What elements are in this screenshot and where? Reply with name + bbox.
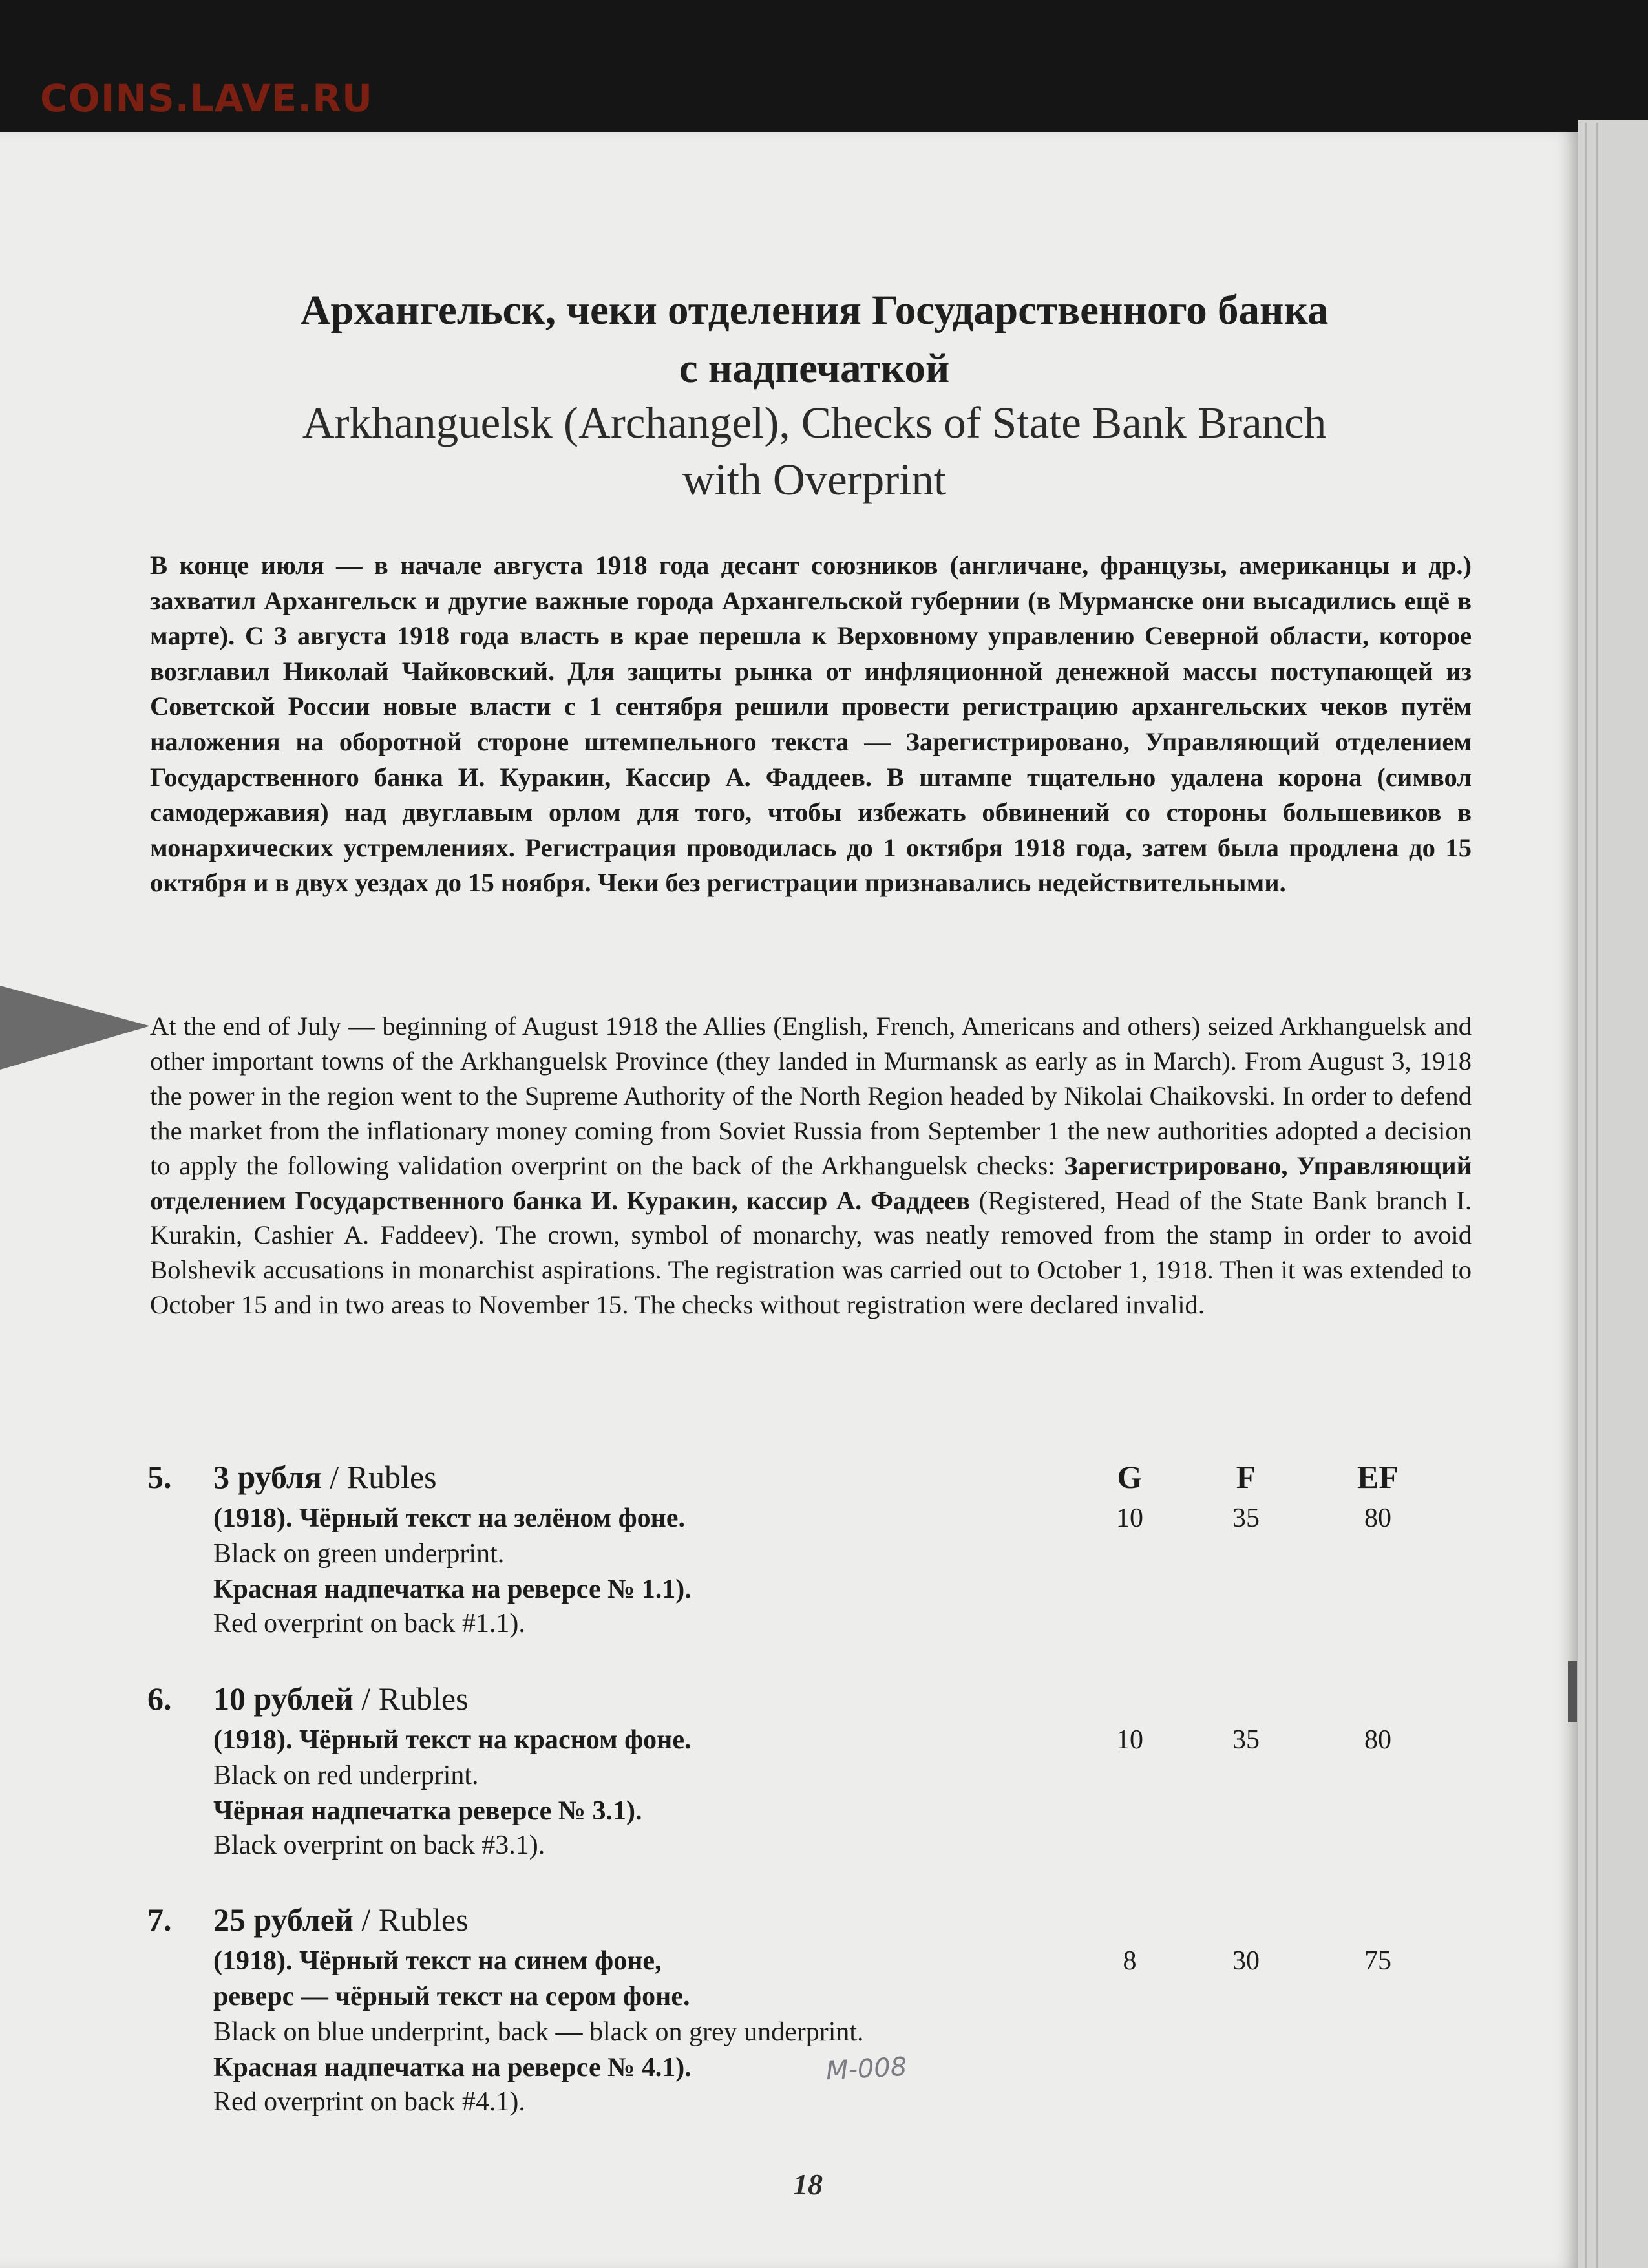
- item-description: (1918). Чёрный текст на красном фоне.: [213, 1725, 692, 1755]
- title-russian: [149, 281, 1480, 397]
- item-description: Чёрная надпечатка реверсе № 3.1).: [213, 1796, 642, 1826]
- price-ef: 80: [1364, 1503, 1391, 1533]
- item-description: (1918). Чёрный текст на зелёном фоне.: [213, 1503, 686, 1533]
- item-denomination: 3 рубля: [213, 1459, 322, 1495]
- page-edge-line: [1596, 123, 1598, 2268]
- price-ef: 80: [1364, 1725, 1391, 1755]
- item-description: реверс — чёрный текст на сером фоне.: [213, 1982, 690, 2011]
- page-edge: [1578, 120, 1648, 2268]
- page-tab-marker: [1568, 1661, 1577, 1722]
- grade-header-g: G: [1117, 1459, 1143, 1495]
- price-g: 10: [1116, 1503, 1143, 1533]
- item-description: Красная надпечатка на реверсе № 4.1).: [213, 2053, 692, 2083]
- price-g: 8: [1123, 1946, 1137, 1976]
- item-title: [213, 1457, 437, 1496]
- title-ru-line: Архангельск, чеки отделения Государственного банка: [300, 287, 1329, 334]
- title-english: [149, 394, 1480, 508]
- item-description: Black overprint on back #3.1).: [213, 1830, 545, 1860]
- paragraph-english: [150, 1009, 1472, 1322]
- handwritten-note: M-008: [825, 2051, 908, 2086]
- item-unit: / Rubles: [353, 1680, 469, 1717]
- price-ef: 75: [1364, 1946, 1391, 1976]
- page-edge-line: [1585, 123, 1587, 2268]
- watermark: COINS.LAVE.RU: [40, 76, 374, 120]
- price-f: 30: [1232, 1946, 1260, 1976]
- price-g: 10: [1116, 1725, 1143, 1755]
- item-description: Red overprint on back #1.1).: [213, 1609, 525, 1638]
- paragraph-russian: В конце июля — в начале августа 1918 года десант союзников (англичане, французы, американцы и др.) захватил Архангельск и другие важные города Архангельской губернии (в Мурманске они высадились ещё в марте). С 3 августа 1918 года власть в крае перешла к Верховному управлению Северной области, которое возглавил Николай Чайковский. Для защиты рынка от инфляционной денежной массы поступающей из Советской России новые власти с 1 сентября решили провести регистрацию архангельских чеков путём наложения на оборотной стороне штемпельного текста — Зарегистрировано, Управляющий отделением Государственного банка И. Куракин, Кассир А. Фаддеев. В штампе тщательно удалена корона (символ самодержавия) над двуглавым орлом для того, чтобы избежать обвинений со стороны большевиков в монархических устремлениях. Регистрация проводилась до 1 октября 1918 года, затем была продлена до 15 октября и в двух уездах до 15 ноября. Чеки без регистрации признавались недействительными.: [150, 551, 1472, 898]
- item-description: Black on blue underprint, back — black on grey underprint.: [213, 2017, 864, 2047]
- title-en-line: Arkhanguelsk (Archangel), Checks of State Bank Branch: [302, 398, 1327, 447]
- title-ru-line: с надпечаткой: [679, 345, 950, 392]
- item-description: Red overprint on back #4.1).: [213, 2087, 525, 2117]
- item-number: 7.: [147, 1902, 172, 1938]
- grade-header-ef: EF: [1357, 1459, 1399, 1495]
- item-unit: / Rubles: [321, 1459, 437, 1495]
- paragraph-en-text: At the end of July — beginning of August 1918 the Allies (English, French, Americans and others) seized Arkhanguelsk and other important towns of the Arkhanguelsk Province (they landed in Murmansk as early as in March). From August 3, 1918 the power in the region went to the Supreme Authority of the North Region headed by Nikolai Chaikovski. In order to defend the market from the inflationary money coming from Soviet Russia from September 1 the new authorities adopted a decision to apply the following validation overprint on the back of the Arkhanguelsk checks:: [150, 1012, 1472, 1180]
- item-title: [213, 1900, 469, 1939]
- item-number: 5.: [147, 1459, 172, 1495]
- item-description: (1918). Чёрный текст на синем фоне,: [213, 1946, 662, 1976]
- price-f: 35: [1232, 1503, 1260, 1533]
- item-unit: / Rubles: [353, 1902, 469, 1938]
- overprint-text-ru: Зарегистрировано, Управляющий отделением Государственного банка И. Куракин, кассир А. Фаддеев: [150, 1150, 1472, 1215]
- grade-header-f: F: [1236, 1459, 1256, 1495]
- item-denomination: 25 рублей: [213, 1902, 354, 1938]
- item-title: [213, 1679, 469, 1718]
- item-description: Black on red underprint.: [213, 1761, 479, 1790]
- paragraph-en-text: (Registered, Head of the State Bank branch I. Kurakin, Cashier A. Faddeev). The crown, symbol of monarchy, was neatly removed from the stamp in order to avoid Bolshevik accusations in monarchist aspirations. The registration was carried out to October 1, 1918. Then it was extended to October 15 and in two areas to November 15. The checks without registration were declared invalid.: [150, 1185, 1472, 1320]
- item-denomination: 10 рублей: [213, 1680, 354, 1717]
- page-number: 18: [793, 2168, 823, 2201]
- item-description: Black on green underprint.: [213, 1539, 505, 1569]
- price-f: 35: [1232, 1725, 1260, 1755]
- item-description: Красная надпечатка на реверсе № 1.1).: [213, 1574, 692, 1604]
- item-number: 6.: [147, 1680, 172, 1717]
- title-en-line: with Overprint: [682, 455, 947, 504]
